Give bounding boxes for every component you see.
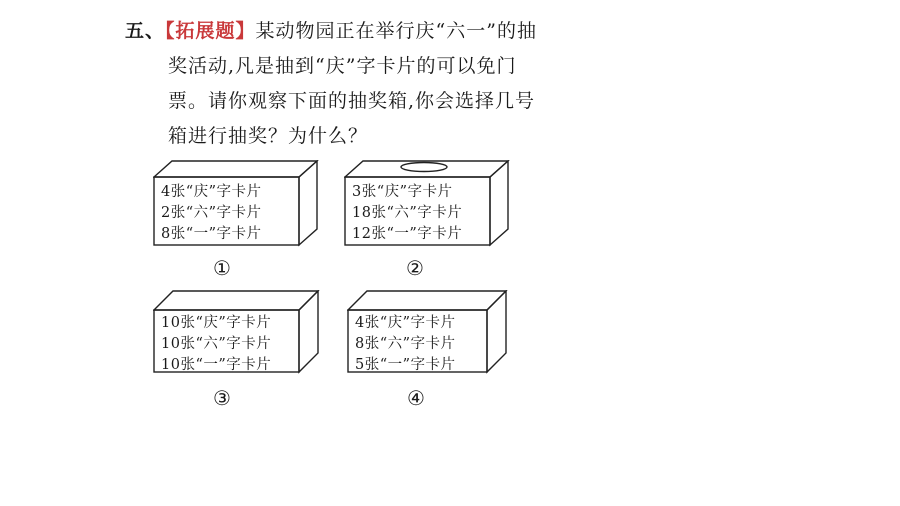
box-label-4: ④ [407,386,425,410]
lottery-box-1 [153,160,353,278]
box-label-1: ① [213,256,231,280]
card-list [355,313,456,376]
card-line: 18张“六”字卡片 [352,205,463,221]
card-line: 10张“六”字卡片 [161,336,272,352]
question-text-2: 奖活动,凡是抽到“庆”字卡片的可以免门 [168,55,517,77]
lottery-box-4 [347,290,547,408]
question [125,14,545,154]
box-label-2: ② [406,256,424,280]
card-line: 10张“一”字卡片 [161,357,272,373]
card-list [352,182,462,245]
box-label-3: ③ [213,386,231,410]
question-line-1 [125,14,545,49]
question-text-4: 箱进行抽奖？为什么？ [168,125,369,147]
card-list [161,182,262,245]
question-tag: 【拓展题】 [165,20,256,42]
slot-icon [401,163,447,172]
lottery-box-2 [344,160,544,278]
lottery-box-3 [153,290,353,408]
card-line: 3张“庆”字卡片 [352,184,453,200]
card-list [161,313,271,376]
question-text-3: 票。请你观察下面的抽奖箱,你会选择几号 [168,90,536,112]
question-number: 五、 [125,20,166,42]
card-line: 2张“六”字卡片 [161,205,262,221]
question-text-1: 某动物园正在举行庆“六一”的抽 [255,20,537,42]
card-line: 4张“庆”字卡片 [355,315,456,331]
card-line: 10张“庆”字卡片 [161,315,272,331]
card-line: 8张“六”字卡片 [355,336,456,352]
card-line: 4张“庆”字卡片 [161,184,262,200]
card-line: 12张“一”字卡片 [352,226,463,242]
card-line: 5张“一”字卡片 [355,357,456,373]
card-line: 8张“一”字卡片 [161,226,262,242]
